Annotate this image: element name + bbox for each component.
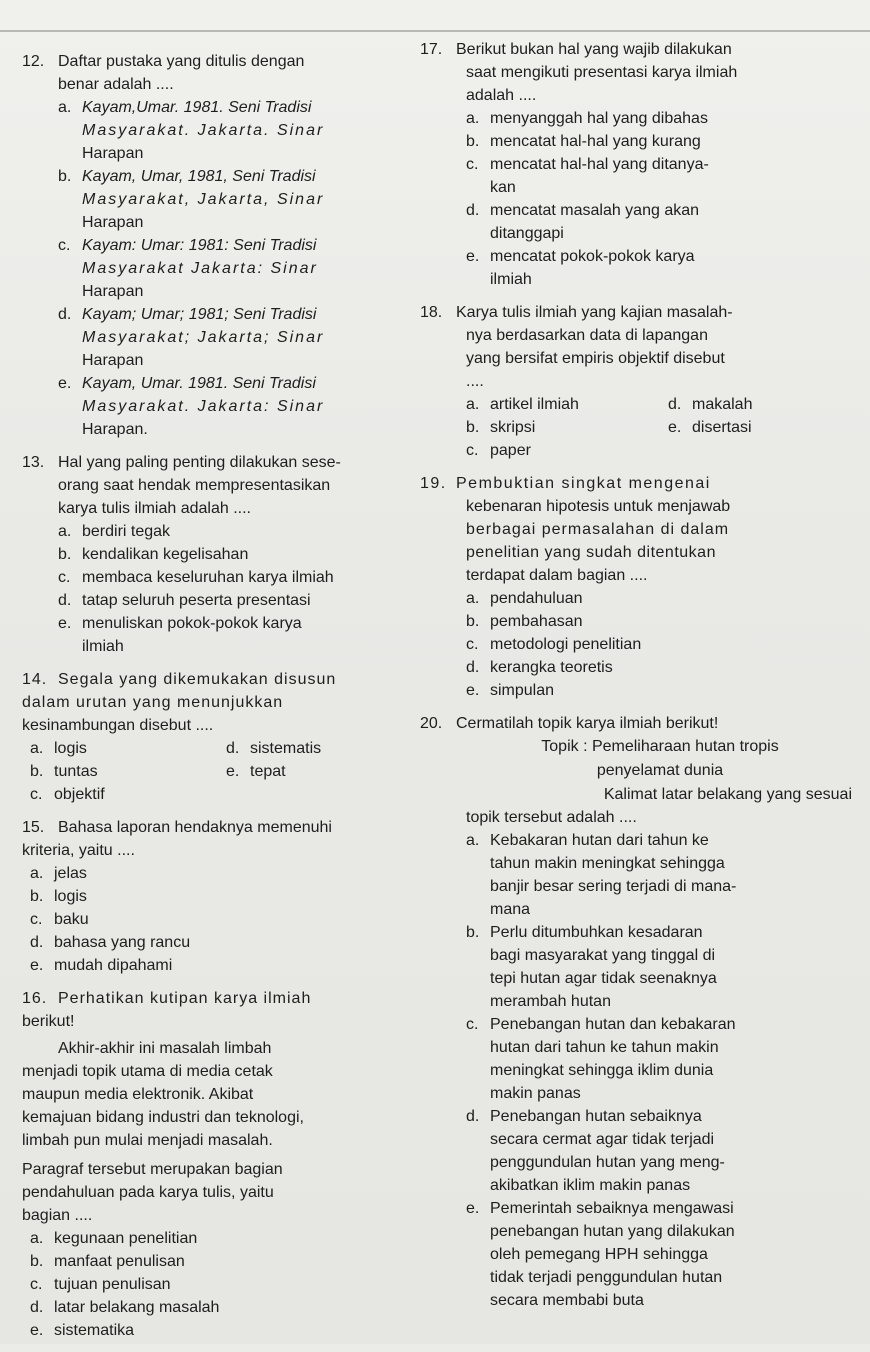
question-stem-cont: berbagai permasalahan di dalam [466, 521, 730, 538]
option-text: Kayam; Umar; 1981; Seni Tradisi [82, 306, 317, 323]
option-d [22, 1296, 412, 1319]
question-stem-cont: karya tulis ilmiah adalah .... [58, 500, 251, 517]
option-a [420, 829, 860, 921]
option-e [668, 416, 860, 439]
option-text: kerangka teoretis [490, 659, 613, 676]
option-text: kendalikan kegelisahan [82, 546, 249, 563]
option-c [22, 1273, 412, 1296]
quote-line: menjadi topik utama di media cetak [22, 1063, 273, 1080]
option-text: objektif [54, 786, 105, 803]
option-text: Masyarakat Jakarta: Sinar [82, 260, 318, 277]
option-text: baku [54, 911, 89, 928]
question-20 [420, 712, 860, 1312]
option-text: mencatat hal-hal yang ditanya- [490, 156, 709, 173]
option-text: logis [54, 740, 87, 757]
option-text: mencatat pokok-pokok karya [490, 248, 695, 265]
option-text: menyanggah hal yang dibahas [490, 110, 708, 127]
option-e [420, 1197, 860, 1312]
question-number: 17. [420, 41, 443, 58]
question-stem-cont: benar adalah .... [58, 76, 174, 93]
option-letter: e. [466, 1200, 480, 1217]
option-text: Penebangan hutan dan kebakaran [490, 1016, 736, 1033]
option-text: banjir besar sering terjadi di mana- [490, 878, 737, 895]
option-text: sistematika [54, 1322, 135, 1339]
option-text: Masyarakat. Jakarta: Sinar [82, 398, 325, 415]
question-stem-cont: nya berdasarkan data di lapangan [466, 327, 708, 344]
question-stem-cont: adalah .... [466, 87, 537, 104]
option-text: membaca keseluruhan karya ilmiah [82, 569, 334, 586]
question-stem-cont: pendahuluan pada karya tulis, yaitu [22, 1184, 274, 1201]
option-letter: a. [30, 865, 44, 882]
question-14 [22, 668, 412, 806]
option-text: sistematis [250, 740, 322, 757]
quote-line: Akhir-akhir ini masalah limbah [58, 1040, 272, 1057]
option-e [22, 372, 412, 441]
question-stem-cont: berikut! [22, 1013, 75, 1030]
option-text: Masyarakat; Jakarta; Sinar [82, 329, 325, 346]
topic-line: Topik : Pemeliharaan hutan tropis [541, 738, 779, 755]
option-b [420, 130, 860, 153]
option-text: mana [490, 901, 531, 918]
question-number: 20. [420, 715, 443, 732]
option-letter: d. [58, 592, 72, 609]
question-stem-cont: yang bersifat empiris objektif disebut [466, 350, 725, 367]
question-16 [22, 987, 412, 1342]
option-e [420, 245, 860, 291]
option-letter: b. [466, 924, 480, 941]
question-stem-cont: orang saat hendak mempresentasikan [58, 477, 331, 494]
question-stem: Segala yang dikemukakan disusun [58, 671, 337, 688]
options-grid [420, 393, 860, 462]
option-d [668, 393, 860, 416]
question-stem-cont: Kalimat latar belakang yang sesuai [603, 786, 852, 803]
option-text: merambah hutan [490, 993, 611, 1010]
option-text: makin panas [490, 1085, 581, 1102]
option-text: Harapan [82, 283, 144, 300]
option-text: tuntas [54, 763, 98, 780]
question-stem: Hal yang paling penting dilakukan sese- [58, 454, 341, 471]
question-stem-cont: kebenaran hipotesis untuk menjawab [466, 498, 731, 515]
option-text: oleh pemegang HPH sehingga [490, 1246, 708, 1263]
option-a [22, 862, 412, 885]
option-text: Harapan [82, 214, 144, 231]
option-b [466, 416, 658, 439]
option-d [420, 656, 860, 679]
option-a [22, 1227, 412, 1250]
option-text: Penebangan hutan sebaiknya [490, 1108, 702, 1125]
question-stem-cont: Paragraf tersebut merupakan bagian [22, 1161, 283, 1178]
option-text: Kayam, Umar. 1981. Seni Tradisi [82, 375, 316, 392]
topic-line: penyelamat dunia [596, 762, 724, 779]
question-stem: Bahasa laporan hendaknya memenuhi [58, 819, 332, 836]
option-letter: a. [58, 523, 72, 540]
question-number: 18. [420, 304, 443, 321]
question-stem: Perhatikan kutipan karya ilmiah [58, 990, 312, 1007]
option-text: penggundulan hutan yang meng- [490, 1154, 725, 1171]
option-letter: b. [466, 133, 480, 150]
option-text: secara membabi buta [490, 1292, 644, 1309]
question-number: 14. [22, 671, 48, 688]
option-text: Kebakaran hutan dari tahun ke [490, 832, 709, 849]
option-letter: a. [30, 1230, 44, 1247]
option-text: Masyarakat. Jakarta. Sinar [82, 122, 325, 139]
option-letter: b. [30, 763, 44, 780]
option-text: tepat [250, 763, 286, 780]
question-stem-cont: kriteria, yaitu .... [22, 842, 135, 859]
question-stem: Karya tulis ilmiah yang kajian masalah- [456, 304, 733, 321]
right-column [420, 38, 860, 1322]
option-b [22, 885, 412, 908]
option-letter: b. [30, 888, 44, 905]
option-letter: e. [668, 419, 682, 436]
top-rule [0, 30, 870, 32]
option-letter: b. [30, 1253, 44, 1270]
option-text: Pemerintah sebaiknya mengawasi [490, 1200, 734, 1217]
option-letter: b. [466, 419, 480, 436]
option-letter: c. [30, 786, 43, 803]
option-text: Harapan [82, 352, 144, 369]
option-text: pembahasan [490, 613, 583, 630]
option-text: Harapan [82, 145, 144, 162]
option-letter: d. [30, 1299, 44, 1316]
options-grid [22, 737, 412, 806]
option-a [466, 393, 658, 416]
option-letter: e. [466, 248, 480, 265]
option-c [420, 633, 860, 656]
option-letter: e. [58, 375, 72, 392]
option-text: tepi hutan agar tidak seenaknya [490, 970, 717, 987]
option-b [30, 760, 216, 783]
option-letter: d. [466, 1108, 480, 1125]
question-stem-cont: bagian .... [22, 1207, 93, 1224]
option-letter: c. [466, 442, 479, 459]
question-15 [22, 816, 412, 977]
option-text: manfaat penulisan [54, 1253, 185, 1270]
option-text: jelas [54, 865, 87, 882]
question-number: 12. [22, 53, 45, 70]
quoted-paragraph [22, 1037, 412, 1152]
option-text: mencatat hal-hal yang kurang [490, 133, 701, 150]
question-stem-cont: penelitian yang sudah ditentukan [466, 544, 716, 561]
option-b [22, 543, 412, 566]
option-text: kegunaan penelitian [54, 1230, 198, 1247]
option-text: ilmiah [82, 638, 124, 655]
option-b [420, 610, 860, 633]
question-stem: Berikut bukan hal yang wajib dilakukan [456, 41, 732, 58]
question-17 [420, 38, 860, 291]
question-stem-cont: topik tersebut adalah .... [466, 809, 637, 826]
option-b [22, 1250, 412, 1273]
quote-line: kemajuan bidang industri dan teknologi, [22, 1109, 304, 1126]
option-letter: d. [226, 740, 240, 757]
option-letter: c. [466, 156, 479, 173]
option-text: mencatat masalah yang akan [490, 202, 700, 219]
option-letter: b. [58, 546, 72, 563]
question-stem-cont: dalam urutan yang menunjukkan [22, 694, 284, 711]
option-a [420, 107, 860, 130]
option-a [30, 737, 216, 760]
option-text: secara cermat agar tidak terjadi [490, 1131, 715, 1148]
option-text: disertasi [692, 419, 752, 436]
question-stem: Pembuktian singkat mengenai [456, 475, 711, 492]
option-text: logis [54, 888, 87, 905]
question-number: 13. [22, 454, 45, 471]
option-text: Masyarakat, Jakarta, Sinar [82, 191, 325, 208]
question-stem-cont: kesinambungan disebut .... [22, 717, 214, 734]
option-c [420, 1013, 860, 1105]
option-d [22, 931, 412, 954]
option-text: Kayam, Umar, 1981, Seni Tradisi [82, 168, 316, 185]
option-b [22, 165, 412, 234]
option-text: bahasa yang rancu [54, 934, 191, 951]
option-text: artikel ilmiah [490, 396, 579, 413]
question-stem: Cermatilah topik karya ilmiah berikut! [456, 715, 719, 732]
option-letter: a. [466, 832, 480, 849]
option-d [226, 737, 412, 760]
option-letter: d. [466, 659, 480, 676]
option-a [22, 96, 412, 165]
option-text: bagi masyarakat yang tinggal di [490, 947, 716, 964]
option-text: penebangan hutan yang dilakukan [490, 1223, 735, 1240]
question-19 [420, 472, 860, 702]
option-text: simpulan [490, 682, 555, 699]
option-c [30, 783, 216, 806]
option-text: latar belakang masalah [54, 1299, 220, 1316]
option-letter: e. [30, 1322, 44, 1339]
option-text: Harapan. [82, 421, 148, 438]
option-text: kan [490, 179, 516, 196]
option-text: berdiri tegak [82, 523, 171, 540]
option-text: pendahuluan [490, 590, 583, 607]
option-text: skripsi [490, 419, 536, 436]
quote-line: limbah pun mulai menjadi masalah. [22, 1132, 273, 1149]
option-b [420, 921, 860, 1013]
option-text: tidak terjadi penggundulan hutan [490, 1269, 723, 1286]
option-letter: a. [466, 396, 480, 413]
option-c [22, 234, 412, 303]
option-letter: d. [58, 306, 72, 323]
option-text: Kayam: Umar: 1981: Seni Tradisi [82, 237, 317, 254]
question-stem: Daftar pustaka yang ditulis dengan [58, 53, 305, 70]
option-letter: c. [58, 569, 71, 586]
option-c [420, 153, 860, 199]
option-e [226, 760, 412, 783]
option-letter: b. [58, 168, 72, 185]
option-letter: a. [466, 590, 480, 607]
option-c [22, 566, 412, 589]
option-text: Kayam,Umar. 1981. Seni Tradisi [82, 99, 312, 116]
option-a [22, 520, 412, 543]
option-letter: e. [30, 957, 44, 974]
question-number: 16. [22, 990, 48, 1007]
option-letter: c. [466, 1016, 479, 1033]
question-stem-cont: terdapat dalam bagian .... [466, 567, 648, 584]
question-18 [420, 301, 860, 462]
option-text: tatap seluruh peserta presentasi [82, 592, 311, 609]
option-letter: b. [466, 613, 480, 630]
option-e [22, 954, 412, 977]
option-letter: d. [30, 934, 44, 951]
option-text: meningkat sehingga iklim dunia [490, 1062, 714, 1079]
option-c [466, 439, 658, 462]
option-letter: c. [30, 911, 43, 928]
option-letter: a. [30, 740, 44, 757]
option-text: Perlu ditumbuhkan kesadaran [490, 924, 703, 941]
option-text: akibatkan iklim makin panas [490, 1177, 691, 1194]
option-d [420, 199, 860, 245]
option-text: hutan dari tahun ke tahun makin [490, 1039, 719, 1056]
option-text: mudah dipahami [54, 957, 173, 974]
left-column [22, 50, 412, 1352]
option-letter: c. [466, 636, 479, 653]
option-letter: d. [466, 202, 480, 219]
option-d [22, 303, 412, 372]
question-number: 19. [420, 475, 447, 492]
option-text: tahun makin meningkat sehingga [490, 855, 725, 872]
option-text: ilmiah [490, 271, 532, 288]
option-letter: e. [466, 682, 480, 699]
option-d [420, 1105, 860, 1197]
option-text: paper [490, 442, 531, 459]
question-stem-cont: .... [466, 373, 484, 390]
option-c [22, 908, 412, 931]
option-letter: c. [30, 1276, 43, 1293]
quote-line: maupun media elektronik. Akibat [22, 1086, 254, 1103]
option-letter: c. [58, 237, 71, 254]
option-a [420, 587, 860, 610]
option-letter: a. [58, 99, 72, 116]
option-text: makalah [692, 396, 753, 413]
option-e [22, 612, 412, 658]
option-letter: d. [668, 396, 682, 413]
option-letter: e. [226, 763, 240, 780]
option-e [22, 1319, 412, 1342]
question-12 [22, 50, 412, 441]
question-13 [22, 451, 412, 658]
question-stem-cont: saat mengikuti presentasi karya ilmiah [466, 64, 738, 81]
option-letter: a. [466, 110, 480, 127]
option-letter: e. [58, 615, 72, 632]
question-number: 15. [22, 819, 45, 836]
option-text: tujuan penulisan [54, 1276, 171, 1293]
option-text: menuliskan pokok-pokok karya [82, 615, 302, 632]
option-text: metodologi penelitian [490, 636, 642, 653]
option-text: ditanggapi [490, 225, 564, 242]
option-d [22, 589, 412, 612]
option-e [420, 679, 860, 702]
